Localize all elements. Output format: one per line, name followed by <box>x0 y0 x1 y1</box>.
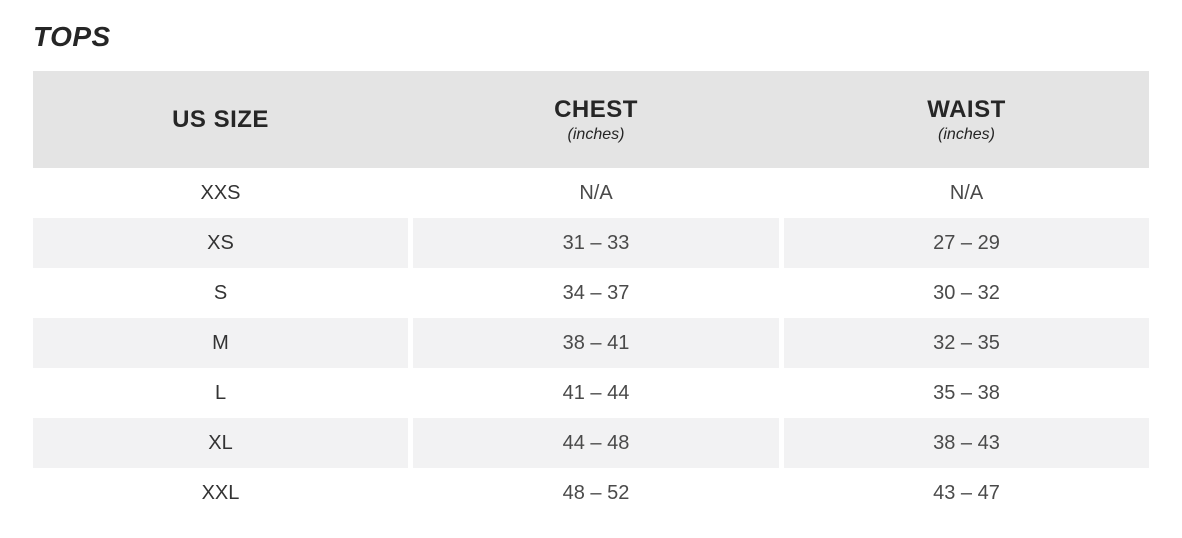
chest-cell: 34 – 37 <box>562 281 630 304</box>
column-header-us-size <box>33 71 408 168</box>
waist-cell: 27 – 29 <box>784 218 1149 268</box>
size-cell: S <box>213 281 228 304</box>
table-row <box>33 368 1149 418</box>
waist-cell: 35 – 38 <box>933 381 1000 404</box>
table-body <box>33 168 1149 518</box>
chest-cell: 44 – 48 <box>413 418 779 468</box>
table-row <box>33 168 1149 218</box>
size-table <box>33 71 1149 518</box>
waist-cell: N/A <box>949 181 984 204</box>
chest-cell: 38 – 41 <box>413 318 779 368</box>
page-title: TOPS <box>33 21 111 52</box>
chest-cell: 41 – 44 <box>562 381 630 404</box>
waist-cell: 32 – 35 <box>784 318 1149 368</box>
chest-cell: 48 – 52 <box>562 481 630 504</box>
size-cell: XXL <box>201 481 240 504</box>
table-row <box>33 468 1149 518</box>
column-header-label: CHEST <box>554 95 638 123</box>
column-header-unit: (inches) <box>567 125 625 143</box>
size-cell: XS <box>33 218 408 268</box>
waist-cell: 43 – 47 <box>933 481 1000 504</box>
table-row <box>33 268 1149 318</box>
column-header-chest <box>413 71 779 168</box>
table-row <box>33 318 1149 368</box>
chest-cell: 31 – 33 <box>413 218 779 268</box>
table-row <box>33 218 1149 268</box>
waist-cell: 30 – 32 <box>933 281 1000 304</box>
chest-cell: N/A <box>579 181 613 204</box>
column-header-label: WAIST <box>927 95 1006 123</box>
size-cell: M <box>33 318 408 368</box>
column-header-waist <box>784 71 1149 168</box>
size-cell: XL <box>33 418 408 468</box>
size-cell: XXS <box>200 181 241 204</box>
column-header-label: US SIZE <box>172 105 269 133</box>
column-header-unit: (inches) <box>938 125 995 143</box>
table-header-row <box>33 71 1149 168</box>
size-cell: L <box>214 381 227 404</box>
waist-cell: 38 – 43 <box>784 418 1149 468</box>
table-row <box>33 418 1149 468</box>
